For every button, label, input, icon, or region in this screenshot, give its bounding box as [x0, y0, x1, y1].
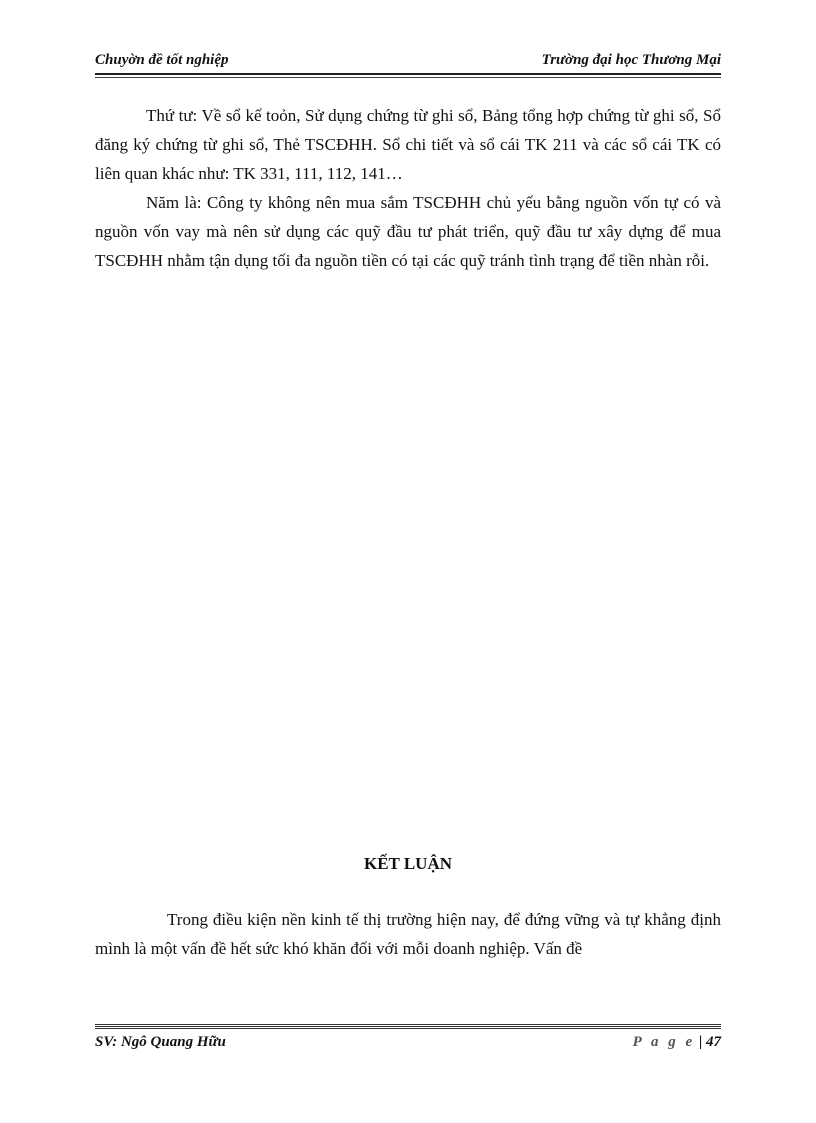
footer-page-info [633, 1034, 721, 1051]
section-heading-conclusion: KẾT LUẬN [363, 854, 452, 873]
footer-page-label: P a g e [632, 1034, 696, 1050]
page-footer [95, 1034, 721, 1056]
header-divider-thin [95, 77, 721, 78]
footer-student-name: SV: Ngô Quang Hữu [95, 1034, 226, 1050]
paragraph-fourth: Thứ tư: Về sổ kế toỏn, Sử dụng chứng từ ghi sổ, Bảng tổng hợp chứng từ ghi sổ, Sổ đăng ký chứng từ ghi sổ, Thẻ TSCĐHH. Sổ chi tiết và sổ cái TK 211 và các sổ cái TK có liên quan khác như: TK 331, 111, 112, 141… [95, 106, 721, 183]
header-divider [95, 73, 721, 75]
page-header [95, 52, 721, 74]
footer-page-separator: | [698, 1034, 703, 1050]
paragraph-conclusion: Trong điều kiện nền kinh tế thị trường hiện nay, để đứng vững và tự khẳng định mình là một vấn đề hết sức khó khăn đối với mỗi doanh nghiệp. Vấn đề [95, 910, 721, 958]
footer-page-number: 47 [706, 1034, 721, 1050]
footer-divider [95, 1024, 721, 1030]
header-document-type: Chuyờn đề tốt nghiệp [95, 52, 229, 68]
header-university: Trường đại học Thương Mại [541, 52, 721, 68]
paragraph-fifth: Năm là: Công ty không nên mua sắm TSCĐHH chủ yếu bằng nguồn vốn tự có và nguồn vốn vay mà nên sử dụng các quỹ đầu tư phát triển, quỹ đầu tư xây dựng để mua TSCĐHH nhằm tận dụng tối đa nguồn tiền có tại các quỹ tránh tình trạng để tiền nhàn rỗi. [95, 193, 721, 270]
